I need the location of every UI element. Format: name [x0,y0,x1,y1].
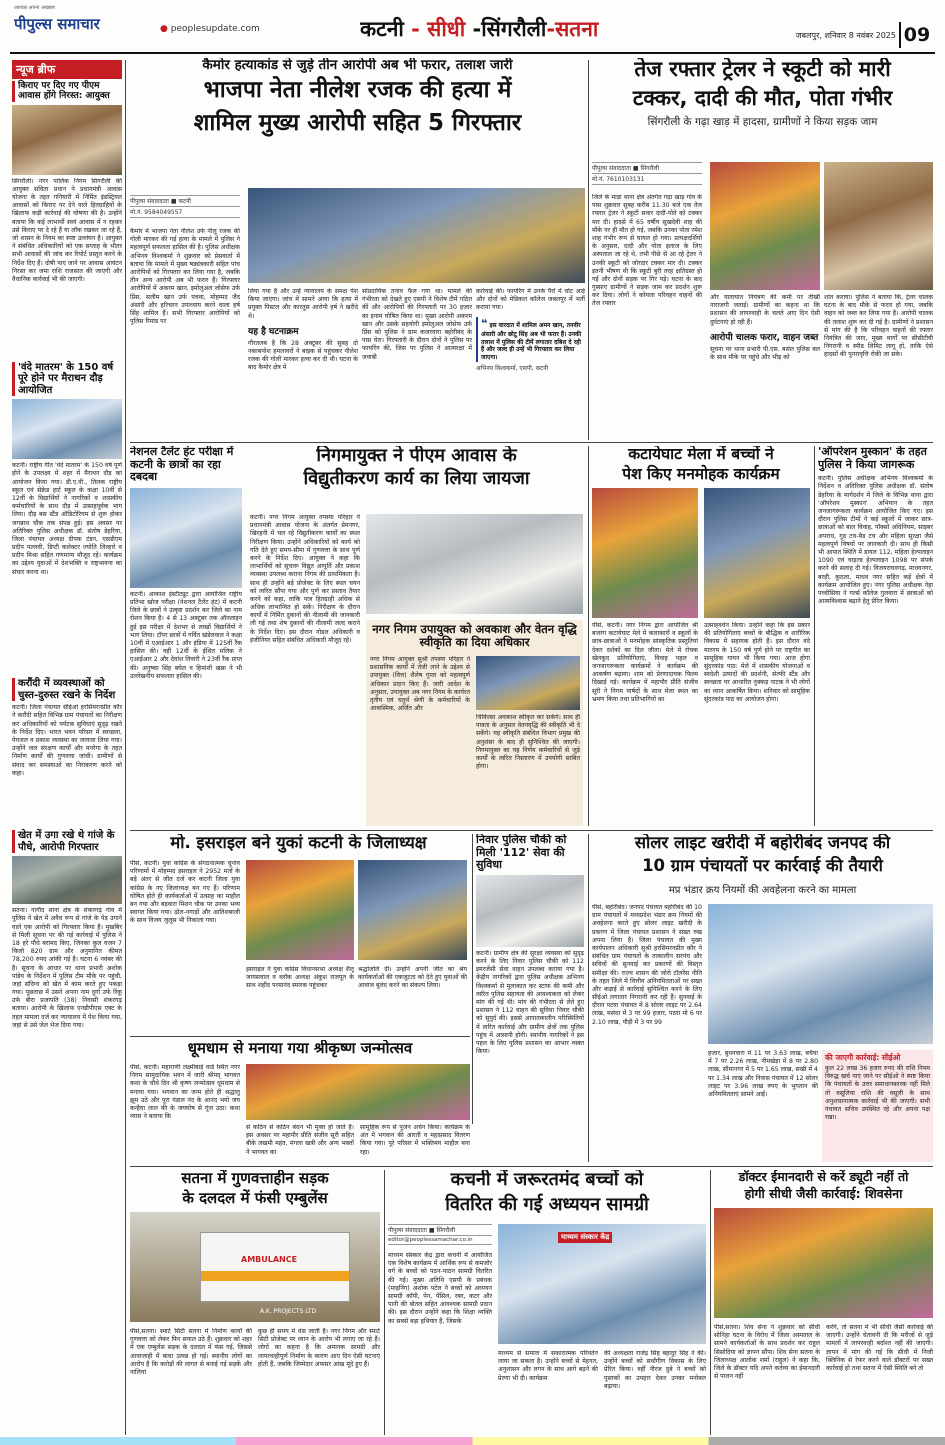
solar-photo [708,904,933,1044]
niwar-story [476,834,584,1124]
kachni-body-1: माध्यम संस्कार केंद्र द्वारा कचनी में आयोजित एक विशेष कार्यक्रम में आर्थिक रूप से कमजोर वर्ग के बच्चों को पठन-पाठन सामग्री वितरित की गई। मुख्य अतिथि एसपी के प्रबंधक (माइनिंग) अशोक पटेल ने बच्चों को अध्ययन सामग्री कॉपी, पेन, पेंसिल, रबर, कटर और पानी की बोतल सहित आवश्यक सामग्री प्रदान की। इस दौरान उन्होंने कहा कि शिक्षा व्यक्ति का सबसे बड़ा हथियार है, जिसके [388,1252,492,1325]
quote-icon: ❝ [481,316,488,330]
trailer-byline [592,162,702,185]
row-3-rule [130,1166,933,1167]
janmotsav-body-3: सामूहिक रूप से पूजन अर्चन किया। कार्यक्रम के अंत में भगवान की आरती व महाप्रसाद वितरण किया गया। पूरे परिसर में भक्तिमय माहौल बना रहा। [360,1124,470,1156]
muskaan-rule [814,446,815,826]
israil-photo-2 [358,860,467,960]
site-url[interactable] [160,24,280,38]
trailer-col-1: जिले के माड़ा थाना क्षेत्र अंतर्गत गढ़ा खाड़ गांव के पास शुक्रवार सुबह करीब 11.30 बजे एक तेज रफ्तार ट्रेलर ने स्कूटी सवार दादी-पोते को टक्कर मार दी। हादसे में 65 वर्षीय सुखदेवी शाह की मौके पर ही मौत हो गई, जबकि उनका पोता रमेश शाह गंभीर रूप से घायल हो गया। प्रत्यक्षदर्शियों के अनुसार, दादी और पोता इलाज के लिए अस्पताल जा रहे थे, तभी पीछे से आ रहे ट्रेलर ने उनकी स्कूटी को जोरदार टक्कर मार दी। टक्कर इतनी भीषण थी कि स्कूटी बुरी तरह क्षतिग्रस्त हो गई और दोनों सड़क पर गिर पड़े। घटना के बाद गुस्साए ग्रामीणों ने सड़क जाम कर प्रदर्शन शुरू कर दिया। लोगों ने कोयला परिवहन वाहनों की तेज रफ्तार [592,194,702,308]
ambulance-photo [130,1212,380,1322]
katayghat-body-2: उत्साहवर्धन किया। उन्होंने कहा कि इस प्रकार की प्रतियोगिताएं बच्चों के बौद्धिक व शारीरिक विकास में सहायक होती हैं। इस दौरान वंदे मातरम के 150 वर्ष पूर्ण होने पर राष्ट्रगीत का सामूहिक गायन भी किया गया। आज होगा सुंदरकांड पाठ: मेले में शासकीय योजनाओं व स्वदेशी उत्पादों की प्रदर्शनी, सेल्फी स्टैंड और स्वच्छता पर आधारित नुक्कड़ नाटक ने भी लोगों का ध्यान आकर्षित किया। शनिवार को सामूहिक सुंदरकांड पाठ का आयोजन होगा। [704,622,810,703]
lead-headline-1: भाजपा नेता नीलेश रजक की हत्या में [203,77,512,104]
ambulance-story [130,1170,380,1435]
israil-body-3: श्रद्धांजलि दी। उन्होंने अपनी जीत का श्रेय कार्यकर्ताओं की एकजुटता को देते हुए युवाओं की आवाज बुलंद करने का संकल्प लिया। [358,966,467,990]
ambulance-sign: A.K. PROJECTS LTD [260,1308,317,1315]
site-url-text: peoplesupdate.com [170,24,260,34]
solar-story [592,834,933,1162]
lead-right-rule [588,60,589,440]
solar-headline-2: 10 ग्राम पंचायतों पर कार्रवाई की तैयारी [642,856,883,876]
trailer-col-3: शांत कराया। पुलिस ने बताया कि, ट्रेलर चालक घटना के बाद मौके से फरार हो गया, जबकि वाहन को जब्त कर लिया गया है। आरोपी चालक की तलाश शुरू कर दी गई है। ग्रामीणों ने प्रशासन से मांग की है कि परिवहन वाहनों की रफ्तार नियंत्रित की जाए, मुख्य मार्गों पर सीसीटीवी निगरानी व स्पीड लिमिट लागू हो, ताकि ऐसे हादसों की पुनरावृत्ति रोकी जा सके। [824,294,933,359]
solar-body-2: हजार, बुधनवारा में 11 पर 3.63 लाख, बचैया में 7 पर 2.26 लाख, नीमखेड़ा में 8 पर 2.80 लाख, सीमानगर में 5 पर 1.65 लाख, सखी में 4 पर 1.34 लाख और निवास पंचायत में 12 सोलर लाइट पर 3.96 लाख रुपए के भुगतान की अनियमितताएं सामने आईं। [708,1050,818,1098]
ambulance-body-1: पीसं,सतना। स्मार्ट सिटी सतना में निर्माण कार्यों की गुणवत्ता को लेकर फिर सवाल उठे हैं। शुक्रवार को शहर में एक एम्बुलेंस सड़क के दलदल में फंस गई, जिससे आवाजाही में बाधा उत्पन्न हो गई। स्थानीय लोगों का आरोप है कि करोड़ों की लागत से बनाई गई सड़कें और नालियां [130,1328,252,1376]
trailer-headline-1: तेज रफ्तार ट्रेलर ने स्कूटी को मारी [634,58,891,81]
trailer-subhead: सिंगरौली के गढ़ा खाड़ में हादसा, ग्रामीणों ने किया सड़क जाम [647,116,878,129]
talent-photo [130,488,242,588]
niwar-photo [476,875,584,947]
niwar-body: कटनी। ग्रामीण क्षेत्र की सुरक्षा व्यवस्था को सुदृढ़ करने के लिए निवार पुलिस चौकी को 112 इमरजेंसी सेवा वाहन उपलब्ध कराया गया है। केंद्रीय नागरिकों द्वारा पुलिस अधीक्षक अभिनय विश्वकर्मा से मुलाकात कर स्टाफ की कमी और त्वरित पुलिस सहायता की आवश्यकता को लेकर मांग की गई थी। मांग की गंभीरता से लेते हुए प्रशासन ने 112 वाहन की सुविधा निवार चौकी को सुपुर्द की। इससे आपातकालीन परिस्थितियों में त्वरित कार्रवाई और ग्रामीण क्षेत्रों तक पुलिस पहुंच में आसानी होगी। स्थानीय नागरिकों ने इस पहल के लिए पुलिस प्रशासन का आभार व्यक्त किया। [476,949,584,1056]
officer-photo [476,656,580,710]
ambulance-stripe [201,1271,350,1281]
brief-4-photo [12,856,122,904]
row-2-rule [130,830,933,831]
awas-sub-body-1: नगर निगम आयुक्त सुश्री तपस्या परिहार ने प्रशासनिक कार्यों में तेजी लाने के उद्देश्य से उपायुक्त (वित्त) शैलेष गुप्ता को महत्वपूर्ण अधिकार प्रदान किए हैं। जारी आदेश के अनुसार, उपायुक्त अब नगर निगम के कार्यरत तृतीय एवं चतुर्थ श्रेणी के कर्मचारियों के आकस्मिक, अर्जित और [370,656,470,713]
row-3a-rule [130,1036,470,1037]
talent-body: कटनी। आकाश इंस्टीट्यूट द्वारा आयोजित राष्ट्रीय प्रतिभा खोज परीक्षा (नेशनल टैलेंट हंट) में कटनी जिले के छात्रों ने उत्कृष्ट प्रदर्शन कर जिले का नाम रोशन किया है। 4 से 13 अक्टूबर तक ऑनलाइन हुई इस परीक्षा में देशभर से लाखों विद्यार्थियों ने भाग लिया। टॉपर छात्रों में गर्वित खंडेलवाल ने कक्षा 10वीं में एआईआर 1 और इंडिया में 125वीं रैंक हासिल की। वहीं 12वीं के ईशित मलिक ने एआईआर 2 और देवांश तिवारी ने 23वीं रैंक प्राप्त की। अनुष्का सिंह बघेल व हिमांशी खन्ना ने भी उल्लेखनीय सफलता हासिल की। [130,590,242,680]
shivsena-rule [710,1170,711,1435]
ambulance-headline-2: के दलदल में फंसी एम्बुलेंस [182,1188,328,1207]
talent-headline: नेशनल टैलेंट हंट परीक्षा में कटनी के छात्रों का रहा दबदबा [130,446,234,484]
page-number: 09 [899,22,933,48]
awas-headline-2: विद्युतीकरण कार्य का लिया जायजा [303,468,530,490]
ambulance-label: AMBULANCE [241,1255,298,1264]
janmotsav-body-2: से कठिन से कठिन बंधन भी मुक्त हो जाते हैं। इस अवसर पर महापौर प्रीति संजीव सूरी सहित बीके लखमी महंत, मंगला खत्री और अन्य भक्तों ने भागवत का [246,1124,354,1156]
edition-city-3: सिंगरौली [481,17,547,41]
awas-sub-headline: नगर निगम उपायुक्त को अवकाश और वेतन वृद्धि स्वीकृति का दिया अधिकार [372,622,577,649]
brief-2-title: 'वंदे मातरम' के 150 वर्ष पूरे होने पर मैराथन दौड़ आयोजित [12,362,122,397]
lead-subhead: यह है घटनाक्रम [248,326,299,337]
katayghat-story [592,446,810,826]
brief-1-title: किराए पर दिए गए पीएम आवास होंगे निरस्त: आयुक्त [12,81,122,102]
janmotsav-body-1: पीसं, कटनी। महाराणी लक्ष्मीबाई वार्ड स्थित नगर निगम सामुदायिक भवन में जारी श्रीमद् भागवत कथा के चौथे दिन श्री कृष्ण जन्मोत्सव धूमधाम से मनाया गया। भगवान का जन्म होते ही श्रद्धालु झूम उठे और पूरा पंडाल नंद के आनंद भयो जय कन्हैया लाल की के जयघोष से गूंज उठा। कथा व्यास ने बताया कि [130,1064,240,1121]
shivsena-body-2: करेंगे, तो सतना में भी सीधी जैसी कार्रवाई की जाएगी। उन्होंने चेतावनी दी कि मरीजों से जुड़े मामलों में लापरवाही बर्दाश्त नहीं की जाएगी। ज्ञापन में मांग की गई कि सीधी में निजी क्लिनिक से रेफर करने वाले डॉक्टरों पर सख्त कार्रवाई हो तथा सतना में ऐसी स्थिति बने तो [826,1324,933,1372]
kachni-photo [498,1224,706,1344]
edition-city-2: सीधी [427,17,466,41]
kachni-rule [384,1170,385,1435]
janmotsav-headline: धूमधाम से मनाया गया श्रीकृष्ण जन्मोत्सव [187,1040,413,1057]
lead-story [130,58,585,440]
brief-2-photo [12,399,122,459]
trailer-photo-2 [824,162,933,290]
trailer-subhead-2: आरोपी चालक फरार, वाहन जब्त [710,332,819,343]
israil-photo-1 [246,860,354,960]
israil-headline: मो. इसराइल बने युकां कटनी के जिलाध्यक्ष [170,834,427,852]
solar-rule [588,834,589,1162]
janmotsav-story [130,1040,470,1162]
kachni-body-3: की अध्यक्षता राजेंद्र सिंह बहादुर सिंह ने की। उन्होंने बच्चों को सर्वांगीण विकास के लिए प्रेरित किया। वहीं नीरज दुबे ने बच्चों को पुस्तकों का उपहार देकर उनका मनोबल बढ़ाया। [604,1350,706,1390]
niwar-rule [472,834,473,1124]
trailer-byline-text: पीपुल्स संवाददाता ■ सिंगरौली [592,162,702,174]
date-line: जबलपुर, शनिवार 8 नवंबर 2025 [795,31,896,40]
katayghat-photo-1 [592,488,698,618]
lead-byline-text: पीपुल्स संवाददाता ■ कटनी [130,195,240,207]
lead-byline [130,195,240,218]
awas-body: कटनी। नगर निगम आयुक्त तपस्या परिहार ने प्रधानमंत्री आवास योजना के अंतर्गत प्रेमनगर, खिरहनी में चल रहे विद्युतीकरण कार्यों का स्थल निरीक्षण किया। उन्होंने अधिकारियों को कार्य को गति देते हुए समय-सीमा में गुणवत्ता के साथ पूर्ण करने के निर्देश दिए। आयुक्त ने कहा कि लाभार्थियों को सुचारू विद्युत आपूर्ति और प्रकाश व्यवस्था उपलब्ध कराना निगम की प्राथमिकता है। साथ ही उन्होंने बड़े प्रोजेक्ट के लिए स्थल चयन को त्वरित सौंपा गया और पूर्ण कर प्रस्ताव तैयार करने को कहा, ताकि पात्र हितग्राही अधिक से अधिक लाभान्वित हो सकें। निरीक्षण के दौरान कार्यों में निर्मित दुकानों की नीलामी की जानकारी ली गई तथा शेष दुकानों की नीलामी जल्द कराने के निर्देश दिए। इस दौरान नोडल अधिकारी व इंजीनियर सहित संबंधित अधिकारी मौजूद रहे। [250,514,360,644]
shivsena-story [714,1170,933,1435]
brief-3-body: कटनी। जिला पंचायत सीईओ हरसिमरनप्रीत कौर ने करौंदी सहित विभिन्न ग्राम पंचायतों का निरीक्षण कर अधिकारियों को पर्यटक सुविधाएं सुदृढ़ रखने के निर्देश दिए। भारत भवन परिसर में स्वच्छता, पेयजल व प्रकाश व्यवस्था का जायजा लिया गया। उन्होंने जल संरक्षण कार्यों और मनरेगा के तहत निर्माण कार्यों की गुणवत्ता जांची। ग्रामीणों से संवाद कर समस्याओं का निराकरण करने को कहा। [12,704,122,777]
brief-1-photo [12,105,122,175]
logo-tagline: आपका अपना अखबार [14,5,56,11]
ambulance-headline-1: सतना में गुणवत्ताहीन सड़क [181,1170,329,1187]
solar-headline-1: सोलर लाइट खरीदी में बहोरीबंद जनपद की [634,834,891,852]
muskaan-headline: 'ऑपरेशन मुस्कान' के तहत पुलिस ने किया जागरूक [818,446,927,471]
masthead [0,0,945,56]
trailer-photo-1 [710,162,820,290]
kachni-headline-2: वितरित की गई अध्ययन सामग्री [445,1194,649,1216]
israil-body-1: पीसं, कटनी। युवा कांग्रेस के संगठनात्मक चुनाव परिणामों में मोहम्मद इसराइल ने 2952 मतों के बड़े अंतर से जीत दर्ज कर कटनी जिला युवा कांग्रेस के नए जिलाध्यक्ष बन गए हैं। परिणाम घोषित होते ही कार्यकर्ताओं में उत्साह का माहौल बन गया और बड़वारा मिशन चौक पर उनका भव्य स्वागत किया गया। ढोल-नगाड़ों और आतिशबाजी के साथ विजय जुलूस भी निकाला गया। [130,860,240,925]
lead-col-3: सांप्रदायिक तनाव फैल गया था। मामले की गंभीरता को देखते हुए एसपी ने विशेष टीमें गठित कीं और आरोपियों की गिरफ्तारी पर 30 हजार का इनाम घोषित किया था। मुख्य आरोपी अकरम खान और उसके सहयोगी इमोलुअल जोसेफ उर्फ प्रिंस को पुलिस ने ग्राम कजरवारा बहोरीबंद के पास घेरा। गिरफ्तारी के दौरान दोनों ने पुलिस पर फायरिंग की, जिस पर पुलिस ने आत्मरक्षा में जवाबी [362,288,472,361]
trailer-col-2-text: और यातायात नियंत्रण की कमी पर तीखी नाराजगी जताई। ग्रामीणों का कहना था कि प्रशासन की लापरवाही के चलते आए दिन ऐसी दुर्घटनाएं हो रही हैं। [710,294,820,326]
masthead-rule [10,52,935,54]
lead-kicker: कैमोर हत्याकांड से जुड़े तीन आरोपी अब भी फरार, तलाश जारी [202,58,513,73]
solar-body-1: पीसं, बहोरीबंद। जनपद पंचायत बहोरीबंद की 10 ग्राम पंचायतों में मध्यप्रदेश भंडार क्रय नियमों की अवहेलना करते हुए सोलर लाइट खरीदी के प्रकरण में जिला पंचायत प्रशासन ने सख्त रुख अपना लिया है। जिला पंचायत की मुख्य कार्यपालन अधिकारी सुश्री हरसिमरनप्रीत कौर ने संबंधित ग्राम पंचायतों के तत्कालीन सरपंच और सचिवों की सुनवाई कर प्रकरणों की विस्तृत समीक्षा की। राज्य शासन की जोरो टॉलरेंस नीति के तहत जिले में वित्तीय अनियमितताओं पर सख्त और कड़ाई से कार्रवाई सुनिश्चित करने के लिए सीईओ लगातार निगरानी कर रही हैं। सुनवाई के दौरान पटवा पंचायत में 8 सोलर लाइट पर 2.64 लाख, मसंधा में 3 पर 99 हजार, पठरा मो 6 पर 2.10 लाख, पौड़ी में 3 पर 99 [592,904,702,1026]
israil-story [130,834,467,1034]
solar-box-title: की जाएगी कार्रवाई: सीईओ [825,1053,901,1062]
lead-mobile: मो.नं. 9584049557 [130,207,240,218]
lead-col-1: कैमोर में भाजपा नेता नीलेश उर्फ नीलू रजक की गोली मारकर की गई हत्या के मामले में पुलिस ने महत्वपूर्ण सफलता हासिल की है। पुलिस अधीक्षक अभिनय विश्वकर्मा ने शुक्रवार को प्रेसवार्ता में बताया कि मामले में मुख्य षड्यंत्रकारी सहित पांच आरोपियों को गिरफ्तार कर लिया गया है, जबकि तीन अन्य आरोपी अब भी फरार हैं। गिरफ्तार आरोपियों में अकरम खान, इमोलुअल जोसेफ उर्फ प्रिंस, सलीम खान उर्फ पचवा, मोहम्मद जैद अंसारी और हरिचरन उपाध्याय करने वाला हर्ष सिंह शामिल हैं। सभी गिरफ्तार आरोपियों को पुलिस रिमांड पर [130,228,240,326]
trailer-col-2b-text: सूचना पर थाना प्रभारी पी.एस. बसंल पुलिस बल के साथ मौके पर पहुंचे और भीड़ को [710,345,820,361]
lead-col-2b-text: गौरतलब है कि 28 अक्टूबर की सुबह दो नकाबपोश हमलावरों ने बाइक से पहुंचकर नीलेश रजक की गोली मारकर हत्या कर दी थी। घटना के बाद कैमोर क्षेत्र में [248,339,358,372]
katayghat-headline-1: कटायेघाट मेला में बच्चों ने [628,446,774,463]
shivsena-photo [714,1208,933,1318]
niwar-headline: निवार पुलिस चौकी को मिली '112' सेवा की सुविधा [476,834,567,872]
trailer-col-2 [710,294,820,440]
lead-col-4 [476,288,585,440]
janmotsav-photo [246,1064,470,1120]
masthead-logo [14,14,154,40]
lead-col-2 [248,288,358,440]
brief-1-body: सिंगरौली। नगर पालिक निगम सिंगरौली की आयुक्त सविता प्रधान ने प्रधानमंत्री आवास योजना के तहत गनियारी में निर्मित इंडस्ट्रियल आवासों को किराए पर देने वाले हितग्राहियों के खिलाफ कड़ी कार्रवाई की घोषणा की है। उन्होंने बताया कि कई लाभार्थी स्वयं आवास में न रहकर उसे किराए पर दे रहे हैं या लॉक रखकर जा रहे हैं, जो शासन के नियम का स्पष्ट उल्लंघन है। आयुक्त ने संबंधित अधिकारियों को एक सप्ताह के भीतर सभी आवासों की जांच कर रिपोर्ट प्रस्तुत करने के निर्देश दिए हैं। दोषी पाए जाने पर आवास आवंटन निरस्त कर जमा राशि राजसात की जाएगी और वैधानिक कार्रवाई भी की जाएगी। [12,177,122,283]
globe-icon: ● [160,24,168,34]
lead-quote-text: इस वारदात में शामिल अमन खान, तनवीर अंसारी और छोटू सिंह अब भी फरार हैं। उनकी तलाश में पुलिस की टीमें लगातार दबिश दे रही हैं और जल्द ही उन्हें भी गिरफ्तार कर लिया जाएगा। [481,321,582,362]
kachni-byline [388,1224,492,1245]
solar-subhead: मप्र भंडार क्रय नियमों की अवहेलना करने का मामला [668,884,857,896]
kachni-byline-text: पीपुल्स संवाददाता ■ सिंगरौली [388,1224,492,1236]
solar-box-body: कुल 22 लाख 36 हजार रुपए की राशि नियम विरुद्ध खर्च पाए जाने पर सीईओ ने स्पष्ट किया कि पंचायतों के उत्तर समाधानकारक नहीं मिले तो वसूलिया राशि की वसूली के साथ अनुशासनात्मक कार्रवाई भी की जाएगी। सभी पंचायत सचिव उपस्थित रहे और अपना पक्ष रखा। [825,1065,930,1122]
left-column-rule [125,60,126,1435]
muskaan-story [818,446,933,826]
kachni-banner: माध्यम संस्कार केंद्र [558,1232,612,1243]
lead-photo [248,188,585,283]
news-brief-column [12,60,122,1435]
lead-col-4-text: कार्रवाई की। फायरिंग में उनके पैरों में चोट आई और दोनों को मेडिकल कॉलेज जबलपुर में भर्ती कराया गया। [476,288,585,312]
awas-photo [366,514,583,614]
shivsena-body-1: पीसं,सतना। शिव सेना ने शुक्रवार को सीधी सोनिहा घटना के विरोध में जिला अस्पताल के सामने कार्यकर्ताओं के साथ प्रदर्शन कर राहुल सिसोदिया को ज्ञापन सौंपा। शिव सेना सतना के जिलाध्यक्ष आलोक शर्मा (राहुल) ने कहा कि, जिले के डॉक्टर यदि अपने कर्तव्य का ईमानदारी से पालन नहीं [714,1324,820,1381]
awas-sub-body-2: चिकित्सा अवकाश स्वीकृत कर सकेंगे। साथ ही पात्रता के अनुसार वेतनवृद्धि की स्वीकृति भी दे सकेंगे। यह स्वीकृति संबंधित विभाग प्रमुख की अनुशंसा के बाद ही सुनिश्चित की जाएगी। निगमायुक्त का यह निर्णय कर्मचारियों से जुड़े कार्यों के त्वरित निस्तारण में उपयोगी साबित होगा। [476,714,580,771]
kachni-headline-1: कचनी में जरूरतमंद बच्चों को [450,1170,644,1190]
awas-story [250,446,583,826]
awas-sub-box [366,620,583,826]
news-brief-label: न्यूज ब्रीफ [12,60,122,79]
logo-text: पीपुल्स समाचार [14,15,100,33]
brief-4-body: सतना। नागौद थाना क्षेत्र के शंकरगढ़ गांव में पुलिस ने खेत में अवैध रूप से गांजे के पेड़ उगाने वाले एक आरोपी को गिरफ्तार किया है। मुखबिर से मिली सूचना पर की गई कार्रवाई में पुलिस ने 18 हरे पौधे बरामद किए, जिनका कुल वजन 7 किलो 820 ग्राम और अनुमानित कीमत 78,200 रुपए आंकी गई है। घटना 6 नवंबर की है। सूचना के आधार पर थाना प्रभारी अशोक पांडेय के निर्देशन में पुलिस टीम मौके पर पहुंची, जहां संदिग्ध को खेत में काम करते हुए पकड़ा गया। पूछताछ में उसने अपना नाम दुर्गा उर्फ रिंकू उर्फ बीरा प्रजापति (38) निवासी शंकरगढ़ बताया। आरोपी के खिलाफ एनडीपीएस एक्ट के तहत मामला दर्ज कर न्यायालय में पेश किया गया, जहां से उसे जेल भेज दिया गया। [12,907,122,1029]
ambulance-body-2: कुछ ही समय में धंस जाती हैं। नगर निगम और स्मार्ट सिटी प्रोजेक्ट पर ध्यान के आरोप भी लगाए जा रहे हैं। लोगों का कहना है कि अमानक सामग्री और लापरवाहीपूर्ण निर्माण के कारण आए दिन ऐसी घटनाएं होती हैं, जबकि जिम्मेदार अफसर आंख मूंदे हुए हैं। [258,1328,380,1368]
brief-4-title: खेत में उगा रखे थे गांजे के पौधे, आरोपी गिरफ्तार [12,830,122,853]
talent-story [130,446,242,826]
edition-title: कटनी - सीधी -सिंगरौली-सतना [360,17,599,41]
row-1-rule [130,442,933,443]
lead-quote [476,317,585,362]
kachni-body-2: माध्यम से समाज में सकारात्मक परिवर्तन लाया जा सकता है। उन्होंने बच्चों से मेहनत, अनुशासन और लगन के साथ आगे बढ़ने की प्रेरणा भी दी। कार्यक्रम [498,1350,598,1382]
edition-city-4: सतना [555,17,599,41]
katayghat-headline-2: पेश किए मनमोहक कार्यक्रम [622,465,780,484]
awas-headline-1: निगमायुक्त ने पीएम आवास के [316,446,517,466]
shivsena-headline-2: होगी सीधी जैसी कार्रवाई: शिवसेना [744,1186,903,1201]
edition-city-1: कटनी [360,17,404,41]
shivsena-headline-1: डॉक्टर ईमानदारी से करें ड्यूटी नहीं तो [738,1170,909,1184]
lead-quote-by: अभिनय विश्वकर्मा, एसपी, कटनी [476,365,549,373]
brief-3-title: करौंदी में व्यवस्थाओं को चुस्त-दुरुस्त रखने के निर्देश [12,678,122,701]
lead-headline-2: शामिल मुख्य आरोपी सहित 5 गिरफ्तार [193,109,522,136]
katayghat-body-1: पीसं, कटनी। नगर निगम द्वारा आयोजित श्री बजरंग कटायेघाट मेले में कलाकारों व स्कूलों के छात्र-छात्राओं ने मनमोहक सांस्कृतिक प्रस्तुतियां देकर दर्शकों का दिल जीता। मेले में रोचक खेलकूद प्रतियोगिताएं, विवाह पहल व जनजागरूकता कार्यक्रमों ने कार्यक्रम की आकर्षण बढ़ाया। शाम को प्रेरणादायक फिल्म दिखाई गई। कार्यक्रम में महापौर प्रीति संजीव सूरी ने निगम पार्षदों के साथ मेला स्थल का भ्रमण किया तथा प्रतिभागियों का [592,622,698,703]
brief-2-body: कटनी। राष्ट्रीय गीत 'वंदे मातरम' के 150 वर्ष पूर्ण होने के उपलक्ष्य में शहर में मैराथन दौड़ का आयोजन किया गया। डी.ए.वी., तिलक राष्ट्रीय स्कूल एवं सेक्रेड हार्ट स्कूल के कक्षा 10वीं से 12वीं के विद्यार्थियों ने नागरिकों व शासकीय कर्मचारियों के साथ दौड़ में उत्साहपूर्वक भाग लिया। दौड़ बस स्टैंड ऑडिटोरियम से शुरू होकर जगन्नाथ चौक तक संपन्न हुई। इस अवसर पर अतिरिक्त पुलिस अधीक्षक डॉ. संतोष डेहरिया, जिला पंचायत अध्यक्ष दीपक टंडन, एसडीएम प्रदीप पल्लवी, डिप्टी कलेक्टर ज्योति लिल्हारे व प्रदीप मिश्रा सहित गणमान्य मौजूद रहे। कार्यक्रम का उद्देश्य युवाओं में देशभक्ति व राष्ट्रभावना का संचार करना था। [12,462,122,576]
lead-col-2-text: लिया गया है और उन्हें न्यायालय के समक्ष पेश किया जाएगा। जांच में सामने आया कि हत्या में प्रयुक्त पिस्टल और कारतूस आरोपी हर्ष ने खरीदे थे। [248,288,358,320]
trailer-story [592,58,933,440]
israil-body-2: इसराइल ने युवा कांग्रेस विधानसभा अध्यक्ष शैलू जायसवाल व ब्लॉक अध्यक्ष अंकुश राजपूत के साथ शहीद परमानंद स्मारक पहुंचकर [246,966,354,990]
katayghat-photo-2 [704,488,810,618]
kachni-email[interactable]: editor@peoplessamachar.co.in [388,1236,492,1245]
muskaan-body: कटनी। पुलिस अधीक्षक अभिनय विश्वकर्मा के निर्देशन व अतिरिक्त पुलिस अधीक्षक डॉ. संतोष डेहरिया के मार्गदर्शन में जिले के विभिन्न थाना द्वारा 'ऑपरेशन मुस्कान' अभियान के तहत जनजागरूकता कार्यक्रम आयोजित किए गए। इस दौरान पुलिस टीमों ने कई स्कूलों में जाकर छात्र-छात्राओं को बाल विवाह, पॉक्सो अधिनियम, साइबर अपराध, गुड टच-बैड टच और महिला सुरक्षा जैसे महत्वपूर्ण विषयों पर जानकारी दी। साथ ही किसी भी आपात स्थिति में डायल 112, महिला हेल्पलाइन 1090 एवं चाइल्ड हेल्पलाइन 1098 पर संपर्क करने की सलाह दी गई। विजयराघवगढ़, माधवनगर, बरही, कुठला, माधव नगर सहित कई क्षेत्रों में कार्यक्रम आयोजित हुए। नगर पुलिस अधीक्षक नेहा पच्चीसिया ने गर्ल्स कॉलेज गुलवारा में छात्राओं को आत्मविश्वास बढ़ाने हेतु प्रेरित किया। [818,475,933,606]
solar-box [822,1050,933,1162]
color-registration-bar [0,1437,945,1445]
trailer-mobile: मो.नं. 7610103131 [592,174,702,185]
kachni-story [388,1170,706,1435]
ambulance-vehicle [200,1232,350,1302]
row-2-mid-rule [588,446,589,826]
trailer-headline-2: टक्कर, दादी की मौत, पोता गंभीर [632,85,893,110]
